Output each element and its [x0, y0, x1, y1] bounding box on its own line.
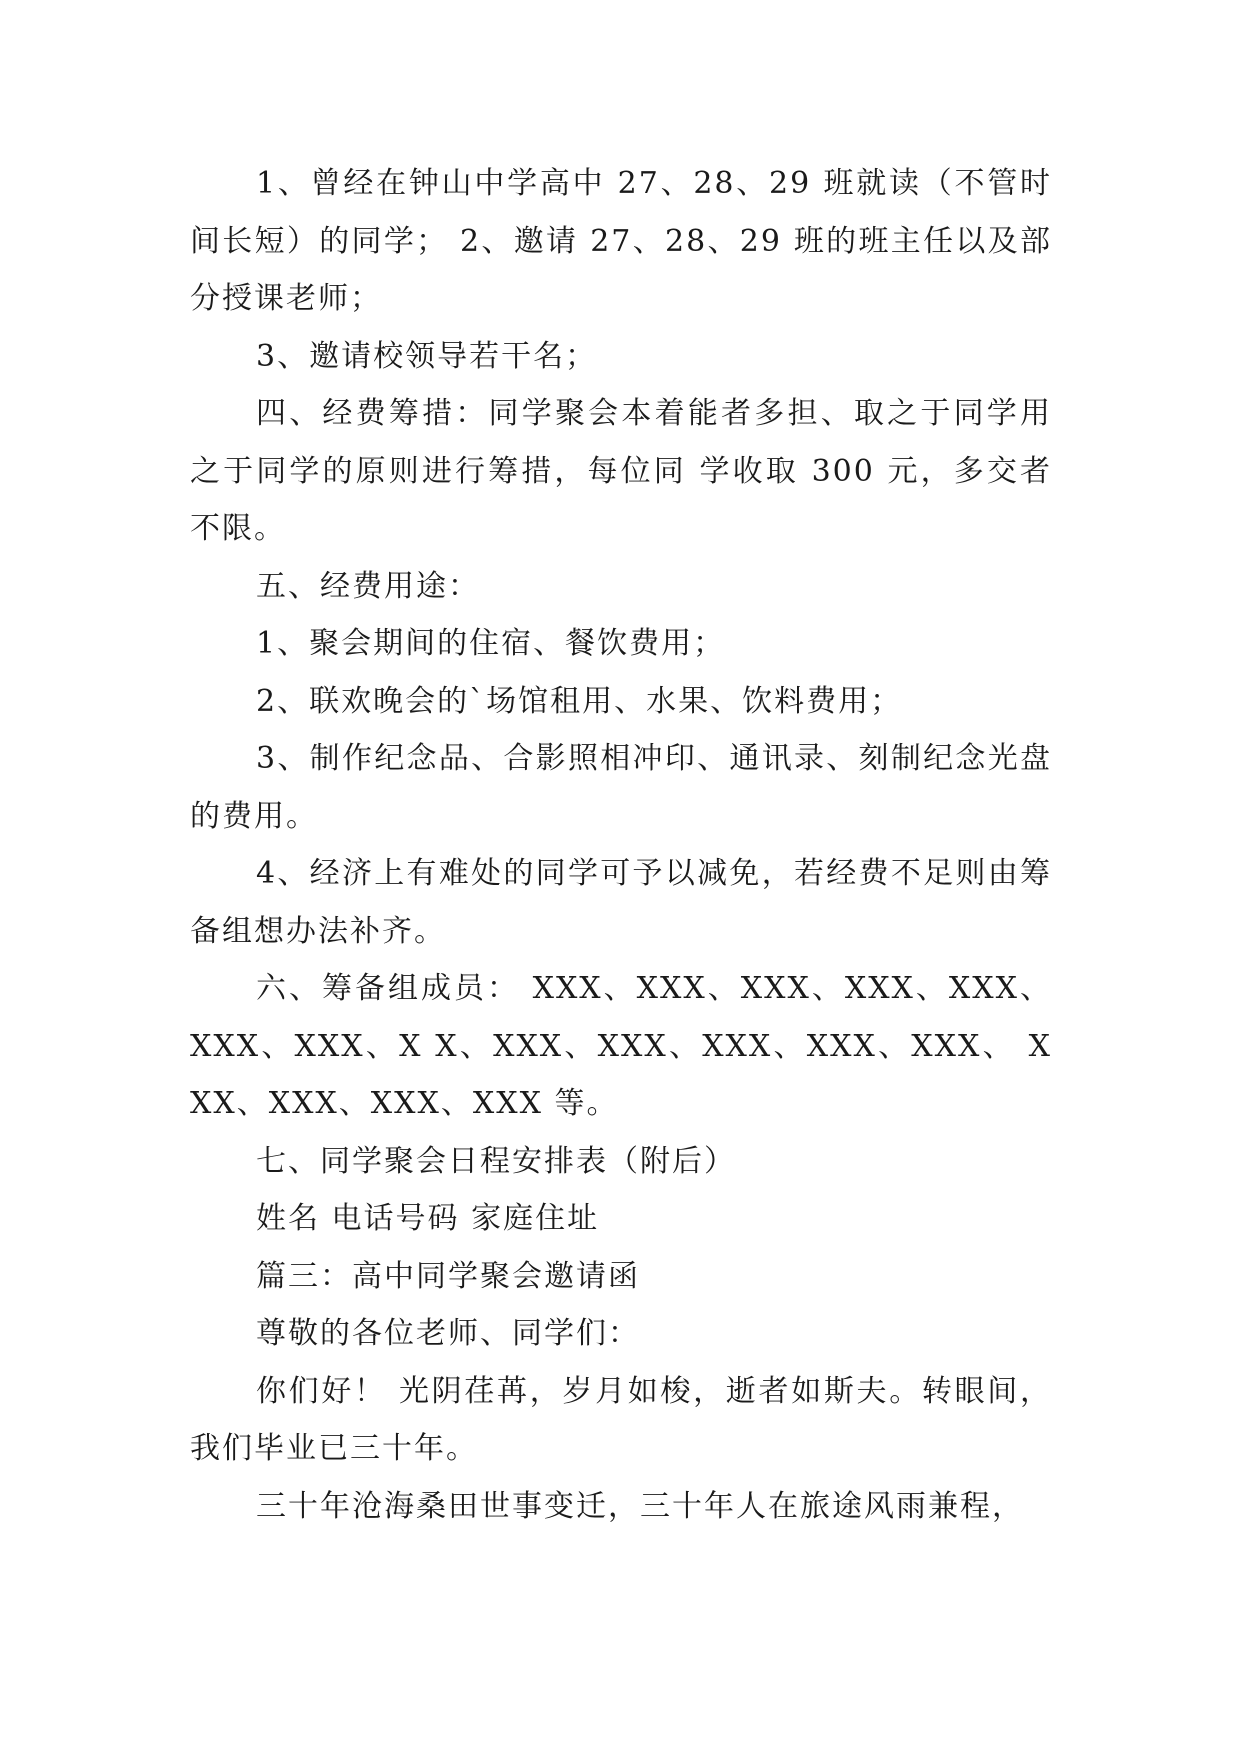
document-body: [190, 155, 1052, 1535]
paragraph-funding: 四、经费筹措：同学聚会本着能者多担、取之于同学用之于同学的原则进行筹措，每位同 学收取 300 元，多交者不限。: [190, 396, 1052, 546]
paragraph-fund-usage-heading: 五、经费用途：: [256, 568, 480, 604]
paragraph-committee-members: 六、筹备组成员： XXX、XXX、XXX、XXX、XXX、XXX、XXX、X X、XXX、XXX、XXX、XXX、XXX、 XXX、XXX、XXX、XXX 等。: [190, 971, 1052, 1121]
paragraph-schedule: 七、同学聚会日程安排表（附后）: [256, 1143, 736, 1179]
paragraph-fund-usage-2: 2、联欢晚会的`场馆租用、水果、饮料费用；: [256, 683, 903, 719]
paragraph-section-three-title: 篇三：高中同学聚会邀请函: [256, 1258, 640, 1294]
paragraph-fund-usage-3: 3、制作纪念品、合影照相冲印、通讯录、刻制纪念光盘的费用。: [190, 741, 1052, 834]
paragraph-salutation: 尊敬的各位老师、同学们：: [256, 1316, 640, 1351]
paragraph-attendees-3: 3、邀请校领导若干名；: [256, 338, 598, 374]
paragraph-closing-line: 三十年沧海桑田世事变迁，三十年人在旅途风雨兼程，: [256, 1488, 1024, 1524]
paragraph-greeting: 你们好！ 光阴荏苒，岁月如梭，逝者如斯夫。转眼间，我们毕业已三十年。: [190, 1373, 1052, 1466]
paragraph-contact-fields: 姓名 电话号码 家庭住址: [256, 1201, 600, 1236]
paragraph-attendees-1: 1、曾经在钟山中学高中 27、28、29 班就读（不管时间长短）的同学； 2、邀请 27、28、29 班的班主任以及部分授课老师；: [190, 166, 1052, 316]
paragraph-fund-usage-1: 1、聚会期间的住宿、餐饮费用；: [256, 626, 726, 661]
paragraph-fund-usage-4: 4、经济上有难处的同学可予以减免，若经费不足则由筹备组想办法补齐。: [190, 856, 1052, 949]
